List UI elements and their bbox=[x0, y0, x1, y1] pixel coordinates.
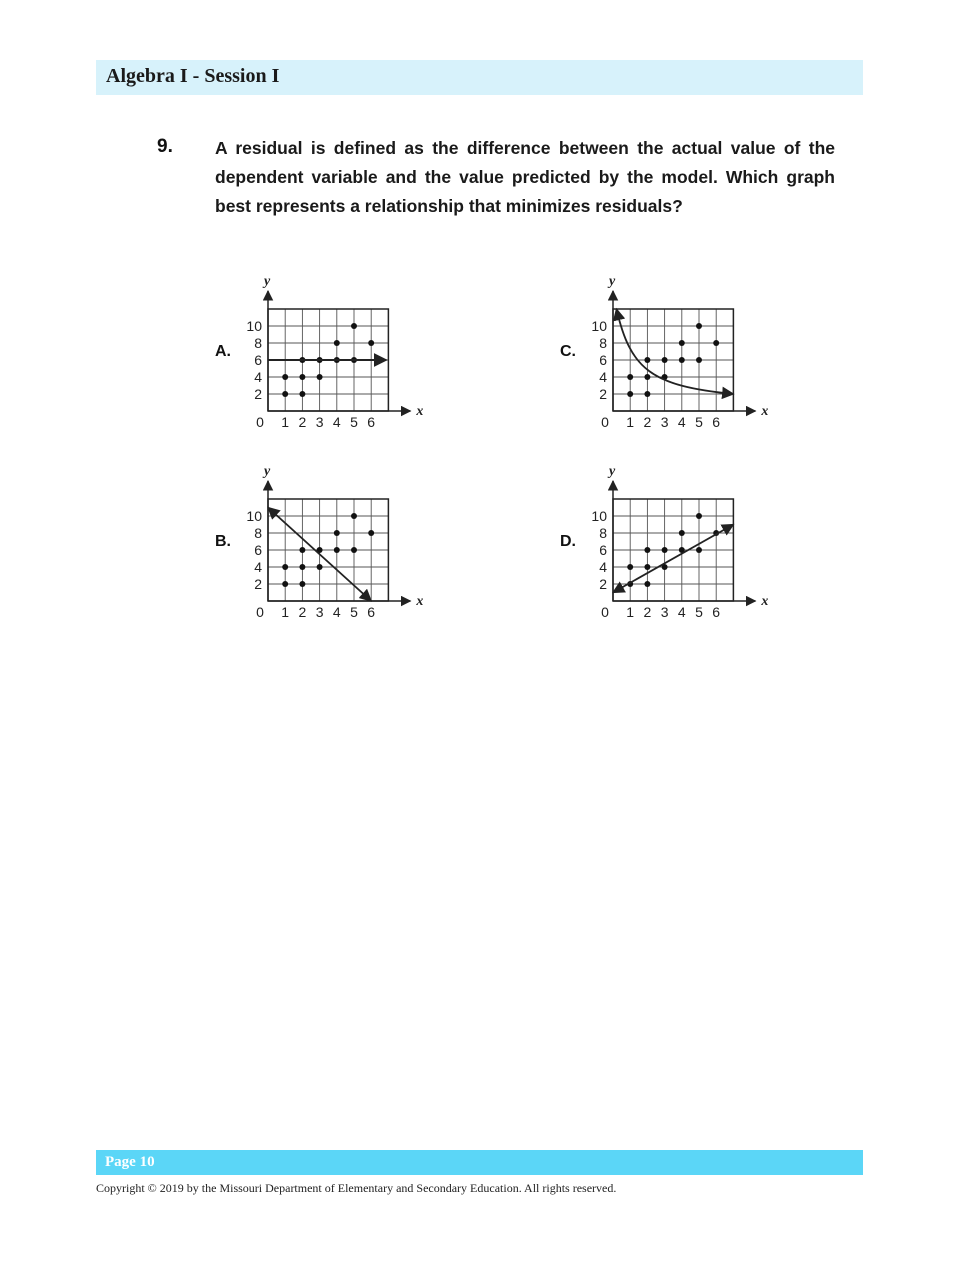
data-point bbox=[644, 564, 650, 570]
data-point bbox=[644, 581, 650, 587]
y-tick-label: 10 bbox=[591, 318, 607, 334]
data-point bbox=[282, 564, 288, 570]
option-c-label[interactable]: C. bbox=[560, 343, 576, 360]
data-point bbox=[696, 357, 702, 363]
data-point bbox=[317, 564, 323, 570]
graph-a-svg bbox=[215, 270, 424, 440]
graph-option-c bbox=[560, 270, 769, 440]
x-tick-label: 2 bbox=[643, 414, 652, 430]
data-point bbox=[627, 391, 633, 397]
data-point bbox=[282, 374, 288, 380]
option-d-label[interactable]: D. bbox=[560, 533, 576, 550]
x-tick-label: 1 bbox=[626, 604, 635, 620]
y-tick-label: 10 bbox=[591, 508, 607, 524]
data-point bbox=[679, 340, 685, 346]
x-tick-label: 6 bbox=[712, 604, 721, 620]
graph-d-svg bbox=[560, 460, 769, 630]
graph-option-b bbox=[215, 460, 424, 630]
option-a-label[interactable]: A. bbox=[215, 343, 231, 360]
x-tick-label: 3 bbox=[315, 414, 324, 430]
data-point bbox=[351, 547, 357, 553]
x-axis-label: x bbox=[416, 404, 424, 419]
data-point bbox=[696, 513, 702, 519]
x-tick-label: 1 bbox=[626, 414, 635, 430]
data-point bbox=[299, 391, 305, 397]
data-point bbox=[662, 547, 668, 553]
y-tick-label: 6 bbox=[254, 542, 262, 558]
data-point bbox=[696, 323, 702, 329]
y-tick-label: 2 bbox=[599, 386, 607, 402]
question-text: A residual is defined as the difference between the actual value of the dependent variable and the value predicted by the model. Which graph best represents a relationship that minimizes residuals? bbox=[215, 138, 835, 216]
x-axis-label: x bbox=[761, 594, 769, 609]
x-tick-label: 6 bbox=[367, 414, 376, 430]
x-tick-label: 5 bbox=[350, 604, 358, 620]
data-point bbox=[627, 564, 633, 570]
graph-b-svg bbox=[215, 460, 424, 630]
x-tick-label: 0 bbox=[601, 604, 609, 620]
data-point bbox=[299, 374, 305, 380]
header-title: Algebra I - Session I bbox=[106, 65, 280, 87]
x-tick-label: 2 bbox=[298, 414, 307, 430]
x-tick-label: 1 bbox=[281, 604, 290, 620]
data-point bbox=[644, 391, 650, 397]
y-tick-label: 8 bbox=[254, 335, 262, 351]
data-point bbox=[334, 530, 340, 536]
data-point bbox=[299, 547, 305, 553]
data-point bbox=[351, 323, 357, 329]
x-tick-label: 5 bbox=[350, 414, 358, 430]
header-bar bbox=[96, 60, 863, 95]
y-tick-label: 8 bbox=[254, 525, 262, 541]
y-tick-label: 6 bbox=[254, 352, 262, 368]
x-axis-label: x bbox=[416, 594, 424, 609]
y-axis-label: y bbox=[264, 274, 271, 289]
y-axis-label: y bbox=[264, 464, 271, 479]
y-tick-label: 6 bbox=[599, 542, 607, 558]
y-tick-label: 10 bbox=[246, 318, 262, 334]
data-point bbox=[317, 374, 323, 380]
x-tick-label: 1 bbox=[281, 414, 290, 430]
x-tick-label: 3 bbox=[660, 414, 669, 430]
data-point bbox=[368, 530, 374, 536]
data-point bbox=[679, 357, 685, 363]
option-b-label[interactable]: B. bbox=[215, 533, 231, 550]
x-axis-label: x bbox=[761, 404, 769, 419]
data-point bbox=[368, 340, 374, 346]
x-tick-label: 6 bbox=[367, 604, 376, 620]
x-tick-label: 3 bbox=[315, 604, 324, 620]
x-tick-label: 2 bbox=[643, 604, 652, 620]
y-axis-label: y bbox=[609, 274, 616, 289]
graph-option-d bbox=[560, 460, 769, 630]
data-point bbox=[282, 581, 288, 587]
data-point bbox=[299, 564, 305, 570]
question-number: 9. bbox=[157, 136, 173, 157]
y-tick-label: 4 bbox=[254, 369, 262, 385]
data-point bbox=[679, 530, 685, 536]
data-point bbox=[696, 547, 702, 553]
x-tick-label: 4 bbox=[677, 604, 686, 620]
y-tick-label: 8 bbox=[599, 525, 607, 541]
y-tick-label: 2 bbox=[254, 576, 262, 592]
graph-option-a bbox=[215, 270, 424, 440]
data-point bbox=[627, 374, 633, 380]
y-tick-label: 4 bbox=[599, 559, 607, 575]
data-point bbox=[351, 513, 357, 519]
x-tick-label: 5 bbox=[695, 604, 703, 620]
x-tick-label: 4 bbox=[332, 604, 341, 620]
y-tick-label: 8 bbox=[599, 335, 607, 351]
graph-c-svg bbox=[560, 270, 769, 440]
x-tick-label: 3 bbox=[660, 604, 669, 620]
x-tick-label: 4 bbox=[677, 414, 686, 430]
data-point bbox=[282, 391, 288, 397]
x-tick-label: 0 bbox=[256, 604, 264, 620]
copyright-notice: Copyright © 2019 by the Missouri Department of Elementary and Secondary Education. All rights reserved. bbox=[96, 1181, 617, 1195]
y-tick-label: 4 bbox=[254, 559, 262, 575]
footer-bar bbox=[96, 1150, 863, 1175]
data-point bbox=[713, 340, 719, 346]
data-point bbox=[644, 374, 650, 380]
y-axis-label: y bbox=[609, 464, 616, 479]
y-tick-label: 4 bbox=[599, 369, 607, 385]
data-point bbox=[299, 581, 305, 587]
y-tick-label: 6 bbox=[599, 352, 607, 368]
x-tick-label: 6 bbox=[712, 414, 721, 430]
y-tick-label: 2 bbox=[599, 576, 607, 592]
y-tick-label: 10 bbox=[246, 508, 262, 524]
data-point bbox=[644, 547, 650, 553]
data-point bbox=[644, 357, 650, 363]
y-tick-label: 2 bbox=[254, 386, 262, 402]
data-point bbox=[662, 357, 668, 363]
x-tick-label: 0 bbox=[601, 414, 609, 430]
data-point bbox=[334, 547, 340, 553]
data-point bbox=[334, 340, 340, 346]
page-number: Page 10 bbox=[105, 1154, 155, 1170]
model-line bbox=[613, 525, 733, 593]
x-tick-label: 5 bbox=[695, 414, 703, 430]
x-tick-label: 0 bbox=[256, 414, 264, 430]
x-tick-label: 4 bbox=[332, 414, 341, 430]
x-tick-label: 2 bbox=[298, 604, 307, 620]
